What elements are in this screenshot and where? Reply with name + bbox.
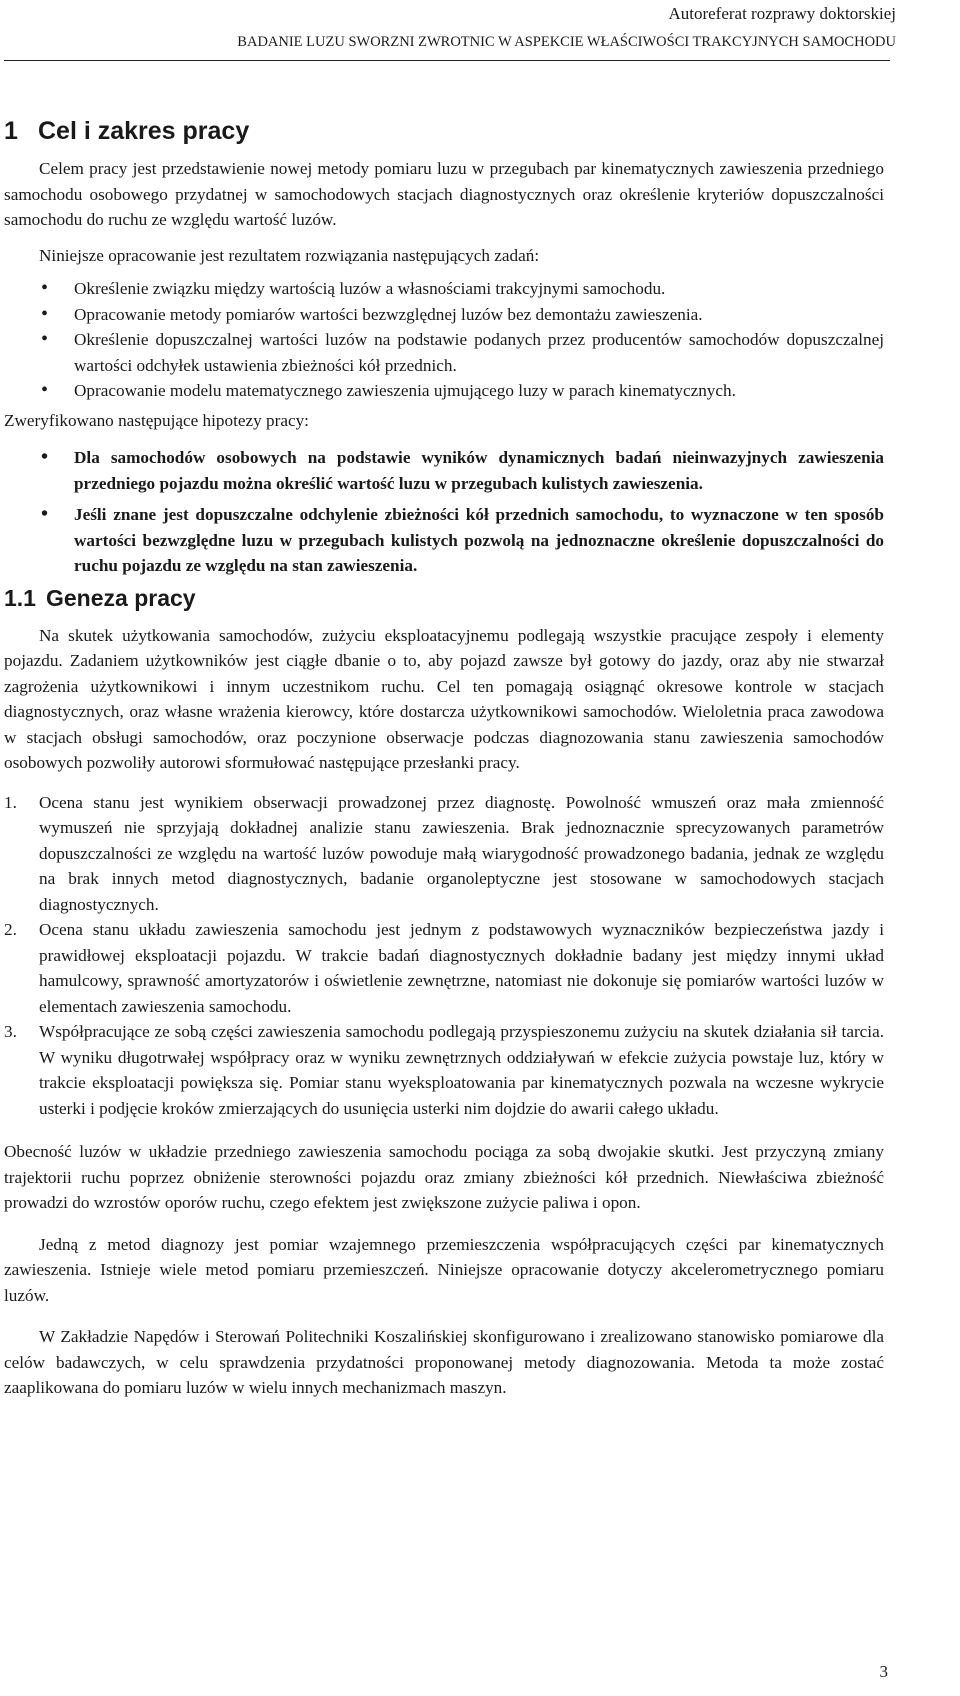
list-item: • Określenie związku między wartością luzów a własnościami trakcyjnymi samochodu. bbox=[4, 276, 884, 302]
list-text: Współpracujące ze sobą części zawieszenia samochodu podlegają przyspieszonemu zużyciu na skutek działania sił tarcia. W wyniku długotrwałej współpracy oraz w wyniku zewnętrznych oddziaływań w efekcie zużycia powstaje luz, który w trakcie eksploatacji powiększa się. Pomiar stanu wyeksploatowania par kinematycznych pozwala na wczesne wykrycie usterki i podjęcie kroków zmierzających do usunięcia usterki nim dojdzie do awarii całego układu. bbox=[39, 1022, 884, 1118]
list-item bbox=[4, 917, 884, 1019]
running-header-title: Autoreferat rozprawy doktorskiej bbox=[668, 4, 896, 23]
list-text: Ocena stanu układu zawieszenia samochodu jest jednym z podstawowych wyznaczników bezpieczeństwa jazdy i prawidłowej eksploatacji pojazdu. W trakcie badań diagnostycznych dokładnie badany jest między innymi układ hamulcowy, sprawność amortyzatorów i oświetlenie zewnętrzne, natomiast nie dokonuje się pomiarów wartości luzów w elementach zawieszenia samochodu. bbox=[39, 920, 884, 1016]
paragraph-methods: Jedną z metod diagnozy jest pomiar wzajemnego przemieszczenia współpracujących części par kinematycznych zawieszenia. Istnieje wiele metod pomiaru przemieszczeń. Niniejsze opracowanie dotyczy akcelerometrycznego pomiaru luzów. bbox=[4, 1234, 884, 1305]
paragraph-hypotheses-intro: Zweryfikowano następujące hipotezy pracy: bbox=[4, 410, 309, 430]
list-item: • Opracowanie modelu matematycznego zawieszenia ujmującego luzy w parach kinematycznych. bbox=[4, 378, 884, 404]
running-header-subtitle: BADANIE LUZU SWORZNI ZWROTNIC W ASPEKCIE WŁAŚCIWOŚCI TRAKCYJNYCH SAMOCHODU bbox=[237, 34, 896, 50]
section-number: 1 bbox=[4, 117, 18, 145]
page-body bbox=[4, 116, 884, 1401]
section-heading bbox=[4, 116, 884, 146]
list-text: Ocena stanu jest wynikiem obserwacji prowadzonej przez diagnostę. Powolność wmuszeń oraz mała zmienność wymuszeń nie sprzyjają dokładnej analizie stanu zawieszenia. Brak jednoznacznie sprecyzowanych parametrów dopuszczalności ze względu na wartość luzów powoduje małą wiarygodność prowadzonego badania, jednak ze względu na brak innych metod diagnostycznych, badanie organoleptyczne jest stosowane w samochodowych stacjach diagnostycznych. bbox=[39, 792, 884, 914]
page-number: 3 bbox=[879, 1662, 888, 1681]
list-item: • Określenie dopuszczalnej wartości luzów na podstawie podanych przez producentów samochodów dopuszczalnej wartości odchyłek ustawienia zbieżności kół przednich. bbox=[4, 327, 884, 378]
section-title: Cel i zakres pracy bbox=[38, 117, 250, 145]
hypothesis-list bbox=[4, 445, 884, 579]
paragraph-aim: Celem pracy jest przedstawienie nowej metody pomiaru luzu w przegubach par kinematycznych zawieszenia przedniego samochodu osobowego przydatnej w samochodowych stacjach diagnostycznych oraz określenie kryteriów dopuszczalności samochodu do ruchu ze względu wartość luzów. bbox=[4, 159, 884, 229]
paragraph-genesis: Na skutek użytkowania samochodów, zużyciu eksploatacyjnemu podlegają wszystkie pracujące zespoły i elementy pojazdu. Zadaniem użytkowników jest ciągłe dbanie o to, aby pojazd zawsze był gotowy do jazdy, oraz aby nie stwarzał zagrożenia użytkownikowi i innym uczestnikom ruchu. Cel ten pomagają osiągnąć okresowe kontrole w stacjach diagnostycznych, oraz własne wrażenia kierowcy, które dostarcza użytkownikowi samochodów. Wieloletnia praca zawodowa w stacjach obsługi samochodów, oraz poczynione obserwacje podczas diagnozowania stanu zawieszenia samochodów osobowych pozwoliły autorowi sformułować następujące przesłanki pracy. bbox=[4, 625, 884, 772]
list-number: 3. bbox=[4, 1022, 17, 1041]
list-item: • Jeśli znane jest dopuszczalne odchylenie zbieżności kół przednich samochodu, to wyznaczone w ten sposób wartości bezwzględne luzu w przegubach kulistych pozwolą na jednoznaczne określenie dopuszczalności do ruchu pojazdu ze względu na stan zawieszenia. bbox=[4, 502, 884, 579]
subsection-title: Geneza pracy bbox=[46, 584, 196, 611]
list-item bbox=[4, 1019, 884, 1121]
list-item: • Dla samochodów osobowych na podstawie wyników dynamicznych badań nieinwazyjnych zawieszenia przedniego pojazdu można określić wartość luzu w przegubach kulistych zawieszenia. bbox=[4, 445, 884, 496]
header-rule bbox=[4, 60, 890, 61]
paragraph-tasks-intro: Niniejsze opracowanie jest rezultatem rozwiązania następujących zadań: bbox=[39, 245, 540, 265]
subsection-number: 1.1 bbox=[4, 584, 36, 611]
subsection-heading bbox=[4, 583, 884, 613]
list-number: 1. bbox=[4, 792, 17, 812]
premises-list bbox=[4, 790, 884, 1122]
list-item bbox=[4, 790, 884, 918]
list-number: 2. bbox=[4, 920, 17, 939]
paragraph-test-stand: W Zakładzie Napędów i Sterowań Politechniki Koszalińskiej skonfigurowano i zrealizowano stanowisko pomiarowe dla celów badawczych, w celu sprawdzenia przydatności proponowanej metody diagnozowania. Metoda ta może zostać zaaplikowana do pomiaru luzów w wielu innych mechanizmach maszyn. bbox=[4, 1327, 884, 1397]
task-list bbox=[4, 276, 884, 404]
list-item: • Opracowanie metody pomiarów wartości bezwzględnej luzów bez demontażu zawieszenia. bbox=[4, 302, 884, 328]
paragraph-effects: Obecność luzów w układzie przedniego zawieszenia samochodu pociąga za sobą dwojakie skutki. Jest przyczyną zmiany trajektorii ruchu poprzez obniżenie sterowności pojazdu oraz zmiany zbieżności kół przednich. Niewłaściwa zbieżność prowadzi do wzrostów oporów ruchu, czego efektem jest zwiększone zużycie paliwa i opon. bbox=[4, 1142, 884, 1212]
